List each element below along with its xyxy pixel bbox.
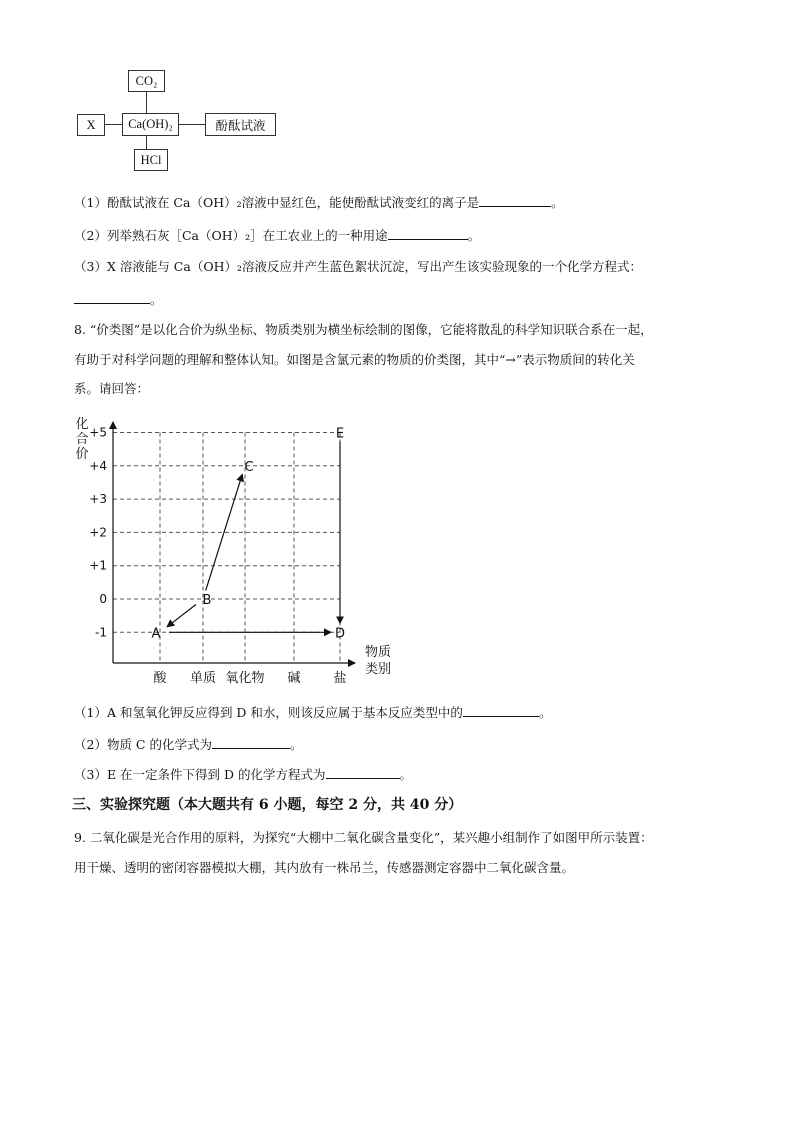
q8-line1-text: 8. “价类图”是以化合价为纵坐标、物质类别为横坐标绘制的图像，它能将散乱的科学知识联合系在一起，	[74, 322, 653, 337]
y-axis-title-char: 合	[75, 432, 89, 447]
q8-part2-text: （2）物质 C 的化学式为	[74, 737, 212, 752]
answer-blank[interactable]	[326, 766, 400, 779]
q7-part2-end: 。	[467, 228, 481, 243]
y-tick-label: +5	[89, 425, 107, 440]
q8-part3-end: 。	[399, 767, 413, 782]
point-label-e: E	[335, 426, 345, 442]
y-tick-label: +3	[89, 492, 107, 507]
section-heading-text: 三、实验探究题（本大题共有 6 小题，每空 2 分，共 40 分）	[72, 797, 463, 813]
x-category-label: 盐	[333, 671, 347, 686]
answer-blank[interactable]	[212, 736, 290, 749]
q8-part1	[74, 704, 551, 721]
chart-grid	[113, 433, 340, 664]
q9-line2-text: 用干燥、透明的密闭容器模拟大棚，其内放有一株吊兰，传感器测定容器中二氧化碳含量。	[74, 860, 575, 875]
chart-arrows	[167, 442, 340, 633]
y-tick-label: +2	[89, 525, 107, 540]
q8-part2	[74, 736, 302, 753]
x-category-label: 碱	[287, 671, 301, 686]
box-caoh2: Ca(OH)₂	[122, 113, 179, 136]
x-category-label: 酸	[153, 671, 167, 686]
point-label-d: D	[334, 626, 346, 642]
q7-part1-text: （1）酚酞试液在 Ca（OH）₂溶液中显红色，能使酚酞试液变红的离子是	[74, 195, 480, 210]
y-axis-title-char: 化	[75, 417, 89, 432]
q8-line3-text: 系。请回答：	[74, 381, 150, 396]
q7-part2-text: （2）列举熟石灰［Ca（OH）₂］在工农业上的一种用途	[74, 228, 388, 243]
chart-labels	[75, 417, 391, 686]
q7-part3-text: （3）X 溶液能与 Ca（OH）₂溶液反应并产生蓝色絮状沉淀，写出产生该实验现象的一个化学方程式：	[74, 259, 642, 274]
point-label-c: C	[244, 459, 254, 475]
q9-line2	[74, 860, 574, 876]
q9-line1	[74, 830, 653, 846]
y-tick-label: -1	[95, 625, 107, 640]
answer-blank[interactable]	[463, 704, 539, 717]
chart-axes	[113, 422, 355, 663]
y-tick-label: 0	[99, 592, 107, 606]
q8-line2-text: 有助于对科学问题的理解和整体认知。如图是含氯元素的物质的价类图，其中“→”表示物质间的转化关	[74, 352, 635, 367]
q7-part1-end: 。	[551, 195, 564, 210]
x-category-label: 氧化物	[225, 671, 265, 686]
x-category-label: 单质	[189, 671, 217, 686]
q9-line1-text: 9. 二氧化碳是光合作用的原料，为探究“大棚中二氧化碳含量变化”，某兴趣小组制作了如图甲所示装置：	[74, 830, 653, 845]
q8-part3-text: （3）E 在一定条件下得到 D 的化学方程式为	[74, 767, 326, 782]
q8-part1-end: 。	[538, 705, 552, 720]
y-tick-label: +1	[89, 558, 107, 573]
q7-part3-end: 。	[150, 292, 163, 307]
q8-part2-end: 。	[289, 737, 303, 752]
arrow-b-to-a	[167, 605, 196, 627]
y-axis-title-char: 价	[75, 447, 89, 462]
point-label-a: A	[151, 626, 161, 642]
x-axis-title: 物质	[364, 645, 392, 660]
point-label-b: B	[202, 593, 212, 608]
box-hcl: HCl	[134, 149, 168, 171]
box-x: X	[77, 114, 105, 136]
section-heading	[72, 797, 462, 813]
q8-part1-text: （1）A 和氢氧化钾反应得到 D 和水，则该反应属于基本反应类型中的	[74, 705, 463, 720]
box-co2: CO₂	[128, 70, 165, 92]
q8-part3	[74, 766, 412, 783]
y-tick-label: +4	[89, 458, 107, 473]
box-phenolphthalein: 酚酞试液	[205, 113, 276, 136]
x-axis-title: 类别	[364, 662, 392, 677]
